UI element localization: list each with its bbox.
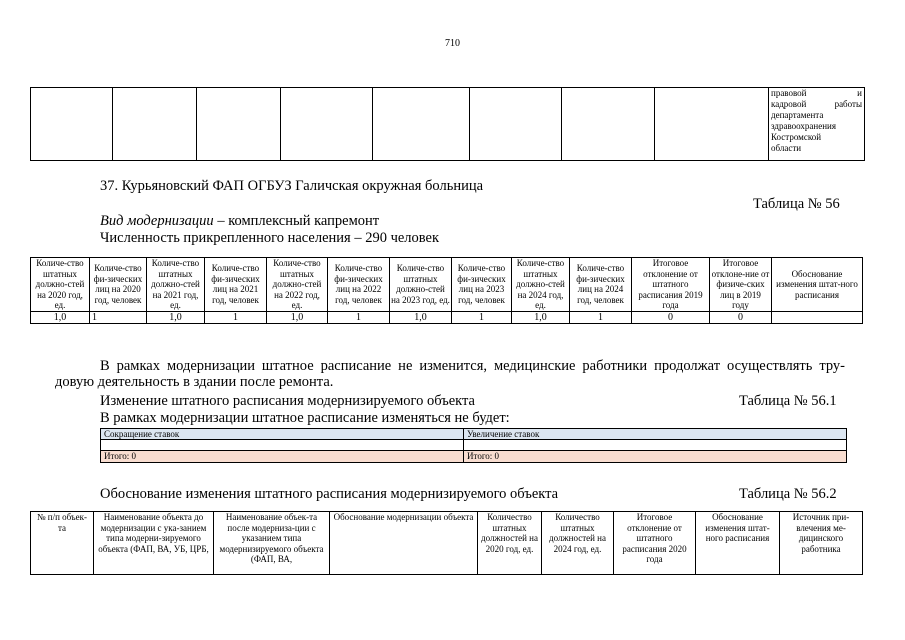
table-cell: 1 [90,311,147,323]
paragraph-line-2: довую деятельность в здании после ремонта. [55,374,334,390]
table-header-cell: Источник при-влечения ме-дицинского работника [780,512,863,575]
table-56-1 [100,428,847,463]
table-cell [464,440,847,451]
table-header-cell: Количе-ство фи-зических лиц на 2022 год, человек [328,258,390,312]
table-56-1-total-row [101,451,847,463]
table-cell [772,311,863,323]
table-header-cell: Количе-ство фи-зических лиц на 2020 год, человек [90,258,147,312]
table-56-2-header-row [31,512,863,575]
table-56-label: Таблица № 56 [753,196,840,212]
table-56-header-row [31,258,863,312]
empty-cell [113,88,197,161]
table-cell: 1 [452,311,512,323]
justification-title: Обоснование изменения штатного расписания модернизируемого объекта [100,486,559,502]
table-cell: 0 [710,311,772,323]
increase-header: Увеличение ставок [464,429,847,440]
table-header-cell: Количе-ство штатных должно-стей на 2023 год, ед. [390,258,452,312]
table-header-cell: Итоговое отклонение от штатного расписания 2020 года [614,512,696,575]
table-header-cell: Количе-ство штатных должно-стей на 2024 год, ед. [512,258,570,312]
table-header-cell: Количе-ство фи-зических лиц на 2023 год, человек [452,258,512,312]
table-cell: 1 [570,311,632,323]
table-header-cell: Количе-ство фи-зических лиц на 2024 год, человек [570,258,632,312]
table-header-cell: Количе-ство фи-зических лиц на 2021 год, человек [205,258,267,312]
population-line: Численность прикрепленного населения – 290 человек [100,230,440,246]
table-row [31,311,863,323]
responsible-department-cell [769,88,865,161]
table-header-cell: Количе-ство штатных должно-стей на 2021 год, ед. [147,258,205,312]
table-header-cell: Количе-ство штатных должно-стей на 2020 год, ед. [31,258,90,312]
table-56 [30,257,863,324]
table-cell: 1,0 [267,311,328,323]
table-56-2 [30,511,863,575]
table-cell [101,440,464,451]
reduction-header: Сокращение ставок [101,429,464,440]
table-cell: 1,0 [512,311,570,323]
table-header-cell: Наименование объек-та после модерниза-ции с указанием типа модернизируемого объекта (ФАП, ВА, [214,512,330,575]
table-header-cell: Итоговое отклонение от штатного расписания 2019 года [632,258,710,312]
modernization-kind-label: Вид модернизации [100,213,214,229]
table-56-1-header-row [101,429,847,440]
staffing-no-change: В рамках модернизации штатное расписание изменяться не будет: [100,410,510,426]
cell-line: правовой и [771,88,862,98]
table-header-cell: Количество штатных должностей на 2024 год, ед. [542,512,614,575]
table-cell: 0 [632,311,710,323]
empty-cell [197,88,281,161]
table-56-2-label: Таблица № 56.2 [739,486,837,502]
cell-line: Костромской [771,132,822,142]
table-header-cell: Обоснование модернизации объекта [330,512,478,575]
empty-cell [562,88,655,161]
table-header-cell: Количество штатных должностей на 2020 год, ед. [478,512,542,575]
total-increase: Итого: 0 [464,451,847,463]
table-cell: 1 [205,311,267,323]
empty-cell [470,88,562,161]
table-cell: 1 [328,311,390,323]
table-header-cell: Наименование объекта до модернизации с ука-занием типа модерни-зируемого объекта (ФАП, ВА, УБ, ЦРБ, [94,512,214,575]
section-heading: 37. Курьяновский ФАП ОГБУЗ Галичская окружная больница [100,178,484,194]
modernization-kind-value: – комплексный капремонт [213,213,380,229]
staffing-change-title: Изменение штатного расписания модернизируемого объекта [100,393,475,409]
table-cell: 1,0 [147,311,205,323]
table-header-cell: Обоснование изменения штат-ного расписания [696,512,780,575]
empty-cell [655,88,769,161]
page-number: 710 [445,38,460,49]
empty-cell [31,88,113,161]
total-reduction: Итого: 0 [101,451,464,463]
table-cell: 1,0 [31,311,90,323]
empty-cell [373,88,470,161]
table-cell: 1,0 [390,311,452,323]
table-header-cell: № п/п объек-та [31,512,94,575]
cell-line: департамента [771,110,824,120]
empty-cell [281,88,373,161]
paragraph-line-1: В рамках модернизации штатное расписание не изменится, медицинские работники продолжат осуществлять тру- [100,358,845,374]
table-header-cell: Итоговое отклоне-ние от физиче-ских лиц в 2019 году [710,258,772,312]
table-header-cell: Количе-ство штатных должно-стей на 2022 год, ед. [267,258,328,312]
table-row [101,440,847,451]
table-56-1-label: Таблица № 56.1 [739,393,837,409]
cell-line: здравоохранения [771,121,837,131]
modernization-kind [100,213,379,229]
table-header-cell: Обоснование изменения штат-ного расписания [772,258,863,312]
previous-table-continuation [30,87,865,161]
cell-line: кадровой работы [771,99,862,109]
cell-line: области [771,143,802,153]
